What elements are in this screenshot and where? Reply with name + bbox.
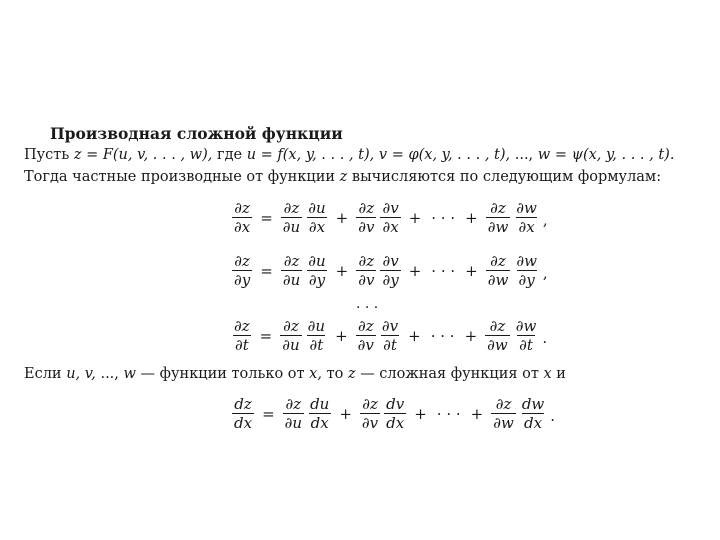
- var-v: v: [378, 147, 388, 163]
- fraction-term: [514, 253, 539, 288]
- numerator: ∂u: [308, 252, 326, 270]
- plus-sign: +: [470, 404, 484, 423]
- var-v: v,: [84, 366, 96, 382]
- numerator: ∂u: [307, 317, 326, 335]
- func-f: f(x, y, . . . , t),: [277, 147, 375, 163]
- numerator: dw: [521, 395, 545, 413]
- formula-dz-dy: [230, 253, 548, 288]
- intro-word-where: где: [216, 147, 243, 163]
- denominator: ∂u: [282, 336, 300, 354]
- denominator: ∂u: [282, 218, 301, 236]
- intro-line: [24, 147, 674, 163]
- numerator: ∂z: [285, 395, 302, 413]
- fraction-term: [283, 396, 304, 431]
- fraction-term: [380, 318, 400, 353]
- numerator: ∂z: [357, 317, 374, 335]
- denominator: dx: [234, 414, 253, 432]
- word-if: Если: [24, 366, 62, 382]
- fraction-lhs: [232, 253, 252, 288]
- equals-sign: =: [260, 261, 273, 280]
- denominator: dx: [524, 414, 543, 432]
- punctuation: ,: [542, 264, 548, 282]
- numerator: du: [310, 395, 330, 413]
- formula-dz-dt: [230, 318, 547, 353]
- numerator: ∂z: [283, 252, 300, 270]
- formula-dz-dx: [230, 200, 548, 235]
- numerator: ∂z: [489, 317, 506, 335]
- fraction-term: [281, 200, 302, 235]
- numerator: ∂z: [283, 317, 299, 335]
- section-title: Производная сложной функции: [50, 124, 343, 143]
- fraction-term: [384, 396, 406, 431]
- denominator: ∂x: [382, 218, 399, 236]
- denominator: ∂v: [357, 336, 374, 354]
- sentence-line: [24, 366, 566, 382]
- denominator: ∂x: [518, 218, 535, 236]
- equals-sign: =: [554, 147, 567, 163]
- plus-sign: +: [464, 326, 478, 345]
- plus-sign: +: [465, 261, 478, 280]
- denominator: ∂x: [234, 218, 251, 236]
- plus-sign: +: [339, 404, 352, 423]
- denominator: ∂t: [234, 336, 249, 354]
- denominator: ∂w: [487, 218, 509, 236]
- numerator: ∂w: [516, 199, 537, 217]
- func-psi: ψ(x, y, . . . , t).: [571, 147, 675, 163]
- fraction-term: [306, 318, 327, 353]
- numerator: ∂z: [490, 199, 506, 217]
- fraction-term: [356, 318, 376, 353]
- denominator: dx: [386, 414, 405, 432]
- denominator: ∂u: [284, 414, 303, 432]
- fraction-term: [356, 253, 376, 288]
- plus-sign: +: [408, 261, 422, 280]
- fraction-term: [380, 253, 400, 288]
- equals-sign: =: [262, 404, 275, 423]
- numerator: ∂z: [283, 199, 300, 217]
- plus-sign: +: [414, 404, 427, 423]
- var-u: u,: [66, 366, 81, 382]
- fraction-lhs: [232, 318, 252, 353]
- punctuation: ,: [542, 211, 548, 229]
- word-then: то: [326, 366, 344, 382]
- sentence-part-functions: — функции только от: [140, 366, 305, 382]
- denominator: ∂v: [358, 271, 375, 289]
- equals-sign: =: [260, 147, 273, 163]
- intro-line-2: [24, 169, 661, 185]
- equals-sign: =: [391, 147, 404, 163]
- denominator: ∂y: [234, 271, 251, 289]
- center-dots: · · ·: [436, 404, 461, 423]
- ellipsis: ...,: [514, 147, 534, 163]
- plus-sign: +: [465, 208, 478, 227]
- plus-sign: +: [408, 208, 422, 227]
- var-z: z: [347, 366, 356, 382]
- numerator: ∂w: [516, 252, 537, 270]
- intro2-after: вычисляются по следующим формулам:: [351, 169, 662, 185]
- punctuation: .: [542, 329, 548, 347]
- denominator: ∂v: [361, 414, 379, 432]
- var-z: z: [73, 147, 82, 163]
- intro2-before: Тогда частные производные от функции: [24, 169, 336, 185]
- fraction-lhs: [232, 396, 254, 431]
- fraction-term: [356, 200, 376, 235]
- fraction-term: [514, 318, 539, 353]
- plus-sign: +: [335, 261, 349, 280]
- numerator: ∂z: [362, 395, 378, 413]
- formula-total-derivative: [230, 396, 555, 431]
- numerator: dz: [234, 395, 252, 413]
- fraction-term: [485, 318, 510, 353]
- denominator: ∂w: [493, 414, 514, 432]
- equals-sign: =: [259, 326, 273, 345]
- fraction-term: [281, 253, 302, 288]
- var-u: u: [246, 147, 257, 163]
- numerator: ∂v: [382, 199, 399, 217]
- denominator: dx: [310, 414, 329, 432]
- numerator: ∂z: [358, 252, 375, 270]
- denominator: ∂w: [487, 336, 508, 354]
- var-x: x: [543, 366, 552, 382]
- numerator: dv: [386, 395, 405, 413]
- denominator: ∂w: [487, 271, 509, 289]
- fraction-term: [308, 396, 331, 431]
- fraction-term: [380, 200, 400, 235]
- var-w: w: [537, 147, 551, 163]
- fraction-term: [306, 200, 327, 235]
- plus-sign: +: [335, 326, 348, 345]
- numerator: ∂z: [490, 252, 506, 270]
- fraction-term: [486, 200, 511, 235]
- numerator: ∂z: [358, 199, 375, 217]
- denominator: ∂t: [519, 336, 533, 354]
- func-F: F(u, v, . . . , w),: [102, 147, 213, 163]
- plus-sign: +: [335, 208, 349, 227]
- numerator: ∂w: [515, 317, 537, 335]
- fraction-term: [306, 253, 327, 288]
- sentence-part-composite: — сложная функция от: [360, 366, 539, 382]
- fraction-lhs: [232, 200, 252, 235]
- numerator: ∂z: [495, 395, 512, 413]
- punctuation: .: [550, 407, 556, 425]
- numerator: ∂v: [381, 317, 399, 335]
- plus-sign: +: [408, 326, 421, 345]
- numerator: ∂v: [382, 252, 399, 270]
- word-and: и: [556, 366, 566, 382]
- denominator: ∂y: [382, 271, 399, 289]
- equals-sign: =: [86, 147, 99, 163]
- fraction-term: [491, 396, 516, 431]
- numerator: ∂z: [234, 317, 250, 335]
- denominator: ∂u: [282, 271, 301, 289]
- var-z: z: [339, 169, 348, 185]
- fraction-term: [520, 396, 546, 431]
- vertical-ellipsis: · · ·: [356, 300, 379, 316]
- denominator: ∂t: [383, 336, 397, 354]
- center-dots: · · ·: [431, 208, 456, 227]
- numerator: ∂z: [234, 199, 250, 217]
- center-dots: · · ·: [430, 326, 455, 345]
- fraction-term: [514, 200, 539, 235]
- var-w: w: [123, 366, 136, 382]
- fraction-term: [486, 253, 511, 288]
- equals-sign: =: [260, 208, 273, 227]
- numerator: ∂u: [308, 199, 326, 217]
- center-dots: · · ·: [431, 261, 456, 280]
- intro-word-let: Пусть: [24, 147, 70, 163]
- denominator: ∂x: [308, 218, 326, 236]
- var-x: x,: [309, 366, 322, 382]
- func-phi: φ(x, y, . . . , t),: [408, 147, 511, 163]
- ellipsis: ...,: [100, 366, 119, 382]
- denominator: ∂y: [308, 271, 326, 289]
- denominator: ∂v: [358, 218, 375, 236]
- numerator: ∂z: [234, 252, 250, 270]
- fraction-term: [280, 318, 301, 353]
- denominator: ∂y: [518, 271, 535, 289]
- fraction-term: [360, 396, 380, 431]
- denominator: ∂t: [309, 336, 324, 354]
